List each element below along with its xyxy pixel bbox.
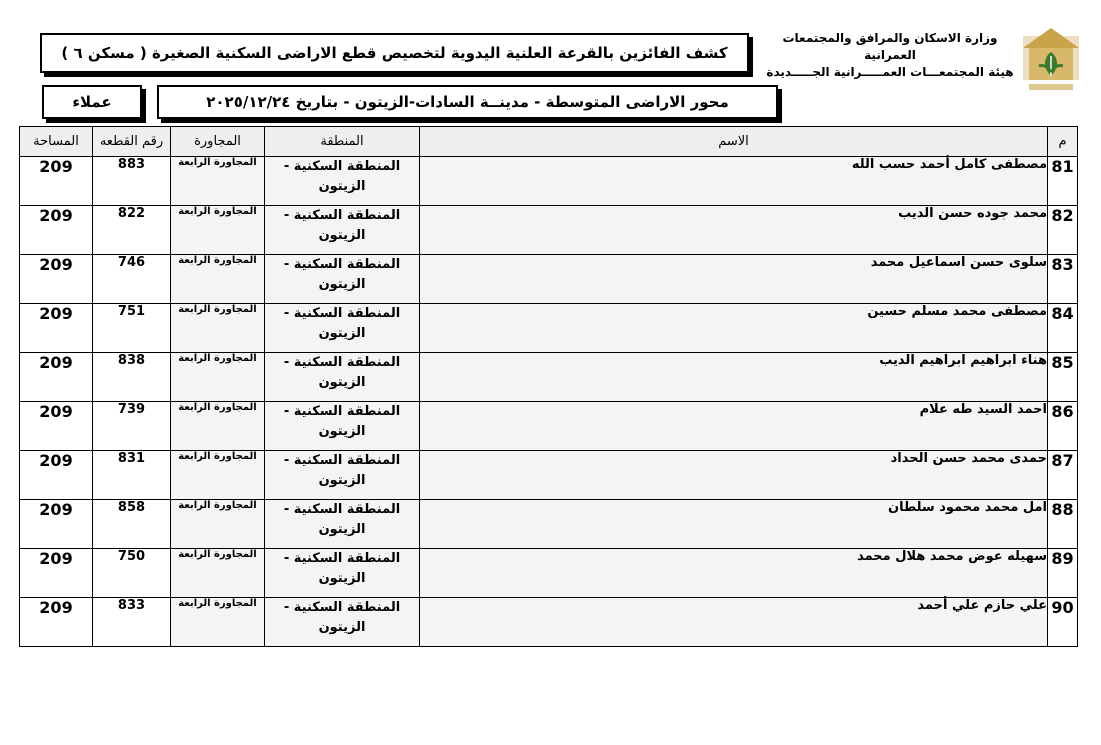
row-number: 88 xyxy=(1048,500,1078,549)
plot-area: 209 xyxy=(20,157,93,206)
zone-line-1: المنطقة السكنية - xyxy=(283,551,401,566)
neighborhood-cell: المجاورة الرابعة xyxy=(171,451,265,500)
neighborhood-cell: المجاورة الرابعة xyxy=(171,402,265,451)
plot-number: 858 xyxy=(93,500,171,549)
table-row xyxy=(20,157,1078,206)
plot-number: 831 xyxy=(93,451,171,500)
row-number: 82 xyxy=(1048,206,1078,255)
zone-line-2: الزيتون xyxy=(318,620,366,635)
plot-area: 209 xyxy=(20,304,93,353)
winner-name: علي حازم علي أحمد xyxy=(420,598,1048,647)
zone-cell xyxy=(265,353,420,402)
zone-line-1: المنطقة السكنية - xyxy=(283,159,401,174)
zone-line-2: الزيتون xyxy=(318,326,366,341)
winner-name: امل محمد محمود سلطان xyxy=(420,500,1048,549)
winner-name: مصطفى كامل أحمد حسب الله xyxy=(420,157,1048,206)
plot-number: 822 xyxy=(93,206,171,255)
row-number: 84 xyxy=(1048,304,1078,353)
row-number: 83 xyxy=(1048,255,1078,304)
row-number: 89 xyxy=(1048,549,1078,598)
zone-line-2: الزيتون xyxy=(318,179,366,194)
plot-number: 833 xyxy=(93,598,171,647)
table-row xyxy=(20,598,1078,647)
neighborhood-cell: المجاورة الرابعة xyxy=(171,206,265,255)
table-row xyxy=(20,451,1078,500)
zone-line-1: المنطقة السكنية - xyxy=(283,257,401,272)
zone-cell xyxy=(265,402,420,451)
plot-number: 746 xyxy=(93,255,171,304)
zone-cell xyxy=(265,598,420,647)
neighborhood-cell: المجاورة الرابعة xyxy=(171,500,265,549)
zone-cell xyxy=(265,500,420,549)
document-subtitle: محور الاراضى المتوسطة - مدينــة السادات-الزيتون - بتاريخ ٢٠٢٥/١٢/٢٤ xyxy=(157,85,778,119)
zone-line-2: الزيتون xyxy=(318,424,366,439)
neighborhood-cell: المجاورة الرابعة xyxy=(171,304,265,353)
zone-line-1: المنطقة السكنية - xyxy=(283,453,401,468)
nucha-logo-icon xyxy=(1021,26,1081,96)
zone-line-2: الزيتون xyxy=(318,522,366,537)
row-number: 87 xyxy=(1048,451,1078,500)
header-name: الاسم xyxy=(420,127,1048,157)
plot-area: 209 xyxy=(20,500,93,549)
zone-line-1: المنطقة السكنية - xyxy=(283,355,401,370)
winner-name: حمدى محمد حسن الحداد xyxy=(420,451,1048,500)
zone-cell xyxy=(265,206,420,255)
zone-line-2: الزيتون xyxy=(318,228,366,243)
row-number: 86 xyxy=(1048,402,1078,451)
zone-line-1: المنطقة السكنية - xyxy=(283,502,401,517)
table-header-row xyxy=(20,127,1078,157)
zone-line-2: الزيتون xyxy=(318,571,366,586)
header-plot: رقم القطعه xyxy=(93,127,171,157)
plot-number: 751 xyxy=(93,304,171,353)
table-row xyxy=(20,353,1078,402)
winner-name: سلوى حسن اسماعيل محمد xyxy=(420,255,1048,304)
plot-area: 209 xyxy=(20,549,93,598)
plot-area: 209 xyxy=(20,451,93,500)
plot-area: 209 xyxy=(20,206,93,255)
winners-table xyxy=(19,126,1078,647)
neighborhood-cell: المجاورة الرابعة xyxy=(171,549,265,598)
zone-line-1: المنطقة السكنية - xyxy=(283,306,401,321)
zone-line-1: المنطقة السكنية - xyxy=(283,208,401,223)
plot-area: 209 xyxy=(20,353,93,402)
zone-line-2: الزيتون xyxy=(318,375,366,390)
table-row xyxy=(20,402,1078,451)
zone-cell xyxy=(265,451,420,500)
header-area: المساحة xyxy=(20,127,93,157)
neighborhood-cell: المجاورة الرابعة xyxy=(171,353,265,402)
ministry-heading xyxy=(765,30,1015,81)
neighborhood-cell: المجاورة الرابعة xyxy=(171,157,265,206)
document-title: كشف الفائزين بالقرعة العلنية اليدوية لتخصيص قطع الاراضى السكنية الصغيرة ( مسكن ٦ ) xyxy=(40,33,749,73)
neighborhood-cell: المجاورة الرابعة xyxy=(171,598,265,647)
zone-cell xyxy=(265,549,420,598)
plot-number: 750 xyxy=(93,549,171,598)
header-zone: المنطقة xyxy=(265,127,420,157)
plot-number: 838 xyxy=(93,353,171,402)
header-neighborhood: المجاورة xyxy=(171,127,265,157)
winner-name: احمد السيد طه علام xyxy=(420,402,1048,451)
zone-cell xyxy=(265,304,420,353)
zone-line-2: الزيتون xyxy=(318,277,366,292)
row-number: 85 xyxy=(1048,353,1078,402)
category-badge: عملاء xyxy=(42,85,142,119)
table-row xyxy=(20,500,1078,549)
plot-number: 883 xyxy=(93,157,171,206)
table-row xyxy=(20,304,1078,353)
winner-name: مصطفى محمد مسلم حسين xyxy=(420,304,1048,353)
winner-name: محمد جوده حسن الديب xyxy=(420,206,1048,255)
table-row xyxy=(20,206,1078,255)
winner-name: هناء ابراهيم ابراهيم الديب xyxy=(420,353,1048,402)
ministry-line-1: وزارة الاسكان والمرافق والمجتمعات العمرانية xyxy=(782,31,998,62)
plot-area: 209 xyxy=(20,255,93,304)
ministry-line-2: هيئة المجتمعـــات العمـــــرانية الجـــــديدة xyxy=(766,65,1014,79)
winner-name: سهيله عوض محمد هلال محمد xyxy=(420,549,1048,598)
row-number: 90 xyxy=(1048,598,1078,647)
table-row xyxy=(20,549,1078,598)
zone-line-1: المنطقة السكنية - xyxy=(283,600,401,615)
neighborhood-cell: المجاورة الرابعة xyxy=(171,255,265,304)
zone-cell xyxy=(265,157,420,206)
zone-line-1: المنطقة السكنية - xyxy=(283,404,401,419)
table-row xyxy=(20,255,1078,304)
header-no: م xyxy=(1048,127,1078,157)
plot-area: 209 xyxy=(20,402,93,451)
plot-area: 209 xyxy=(20,598,93,647)
zone-cell xyxy=(265,255,420,304)
row-number: 81 xyxy=(1048,157,1078,206)
zone-line-2: الزيتون xyxy=(318,473,366,488)
plot-number: 739 xyxy=(93,402,171,451)
